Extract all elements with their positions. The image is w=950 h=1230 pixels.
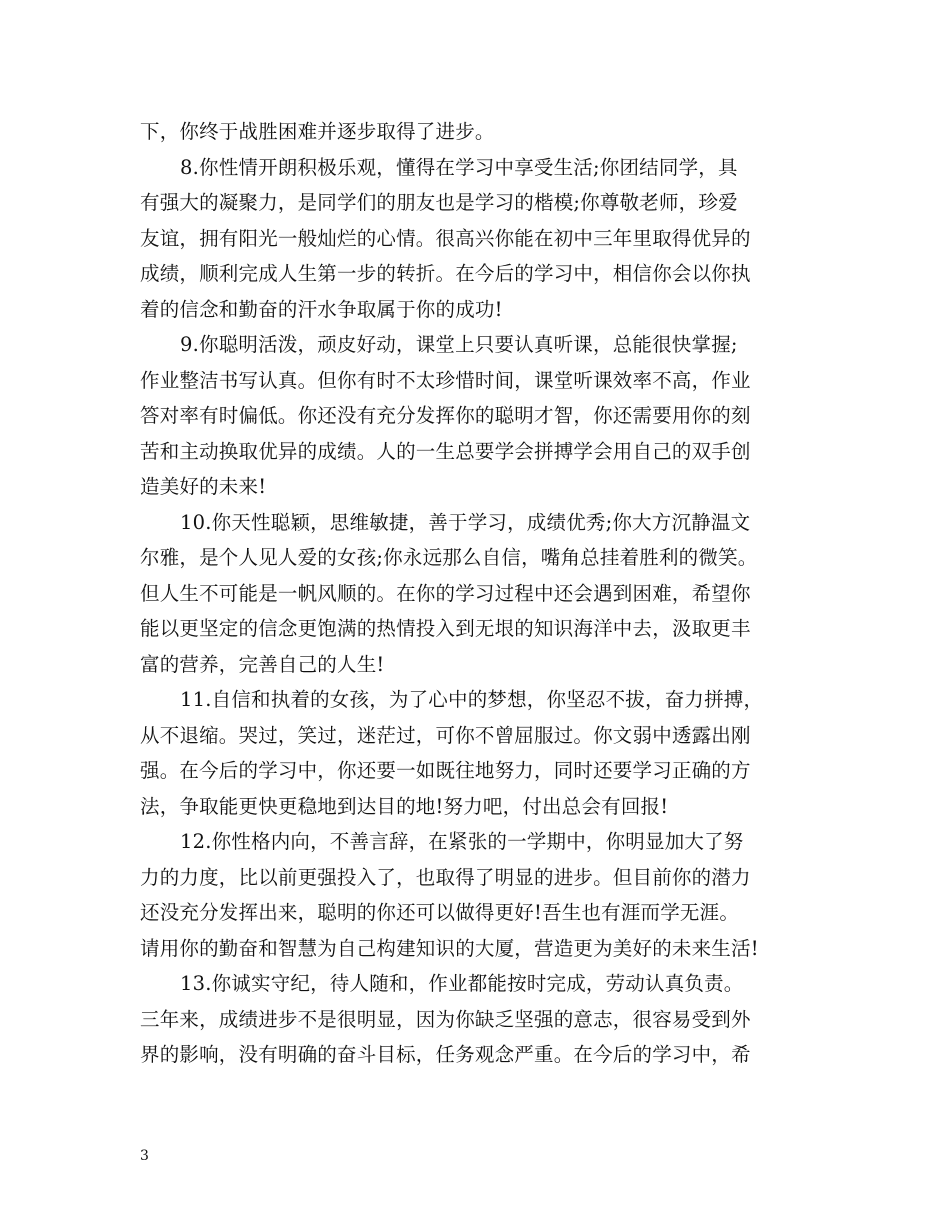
text-line: 10.你天性聪颖，思维敏捷，善于学习，成绩优秀;你大方沉静温文 (180, 510, 751, 534)
text-line: 但人生不可能是一帆风顺的。在你的学习过程中还会遇到困难，希望你 (140, 581, 751, 605)
text-line: 作业整洁书写认真。但你有时不太珍惜时间，课堂听课效率不高，作业 (140, 368, 751, 392)
text-line: 12.你性格内向，不善言辞，在紧张的一学期中，你明显加大了努 (180, 830, 744, 853)
text-line: 请用你的勤奋和智慧为自己构建知识的大厦，营造更为美好的未来生活! (140, 936, 759, 960)
text-line: 下，你终于战胜困难并逐步取得了进步。 (140, 120, 495, 143)
text-line: 13.你诚实守纪，待人随和，作业都能按时完成，劳动认真负责。 (180, 972, 744, 995)
text-line: 苦和主动换取优异的成绩。人的一生总要学会拼搏学会用自己的双手创 (140, 439, 751, 463)
document-body (140, 114, 826, 1073)
page-number: 3 (140, 1148, 149, 1164)
text-line: 造美好的未来! (140, 475, 267, 498)
text-line: 8.你性情开朗积极乐观，懂得在学习中享受生活;你团结同学，具 (180, 155, 738, 179)
text-line: 三年来，成绩进步不是很明显，因为你缺乏坚强的意志，很容易受到外 (140, 1007, 751, 1031)
text-line: 9.你聪明活泼，顽皮好动，课堂上只要认真听课，总能很快掌握; (180, 333, 738, 356)
text-line: 界的影响，没有明确的奋斗目标，任务观念严重。在今后的学习中，希 (140, 1043, 751, 1066)
text-line: 从不退缩。哭过，笑过，迷茫过，可你不曾屈服过。你文弱中透露出刚 (140, 723, 751, 747)
text-line: 能以更坚定的信念更饱满的热情投入到无垠的知识海洋中去，汲取更丰 (140, 617, 751, 640)
text-line: 法，争取能更快更稳地到达目的地!努力吧，付出总会有回报! (140, 794, 669, 818)
text-line: 还没充分发挥出来，聪明的你还可以做得更好!吾生也有涯而学无涯。 (140, 901, 740, 924)
text-line: 成绩，顺利完成人生第一步的转折。在今后的学习中，相信你会以你执 (140, 262, 751, 285)
text-line: 尔雅，是个人见人爱的女孩;你永远那么自信，嘴角总挂着胜利的微笑。 (140, 546, 758, 569)
text-line: 友谊，拥有阳光一般灿烂的心情。很高兴你能在初中三年里取得优异的 (140, 226, 751, 250)
text-line: 答对率有时偏低。你还没有充分发挥你的聪明才智，你还需要用你的刻 (140, 404, 751, 427)
text-line: 11.自信和执着的女孩，为了心中的梦想，你坚忍不拔，奋力拼搏， (180, 688, 764, 711)
text-line: 富的营养，完善自己的人生! (140, 652, 385, 676)
text-line: 强。在今后的学习中，你还要一如既往地努力，同时还要学习正确的方 (140, 759, 751, 782)
text-line: 着的信念和勤奋的汗水争取属于你的成功! (140, 297, 503, 321)
text-line: 力的力度，比以前更强投入了，也取得了明显的进步。但目前你的潜力 (140, 865, 751, 889)
text-line: 有强大的凝聚力，是同学们的朋友也是学习的楷模;你尊敬老师，珍爱 (140, 191, 738, 214)
